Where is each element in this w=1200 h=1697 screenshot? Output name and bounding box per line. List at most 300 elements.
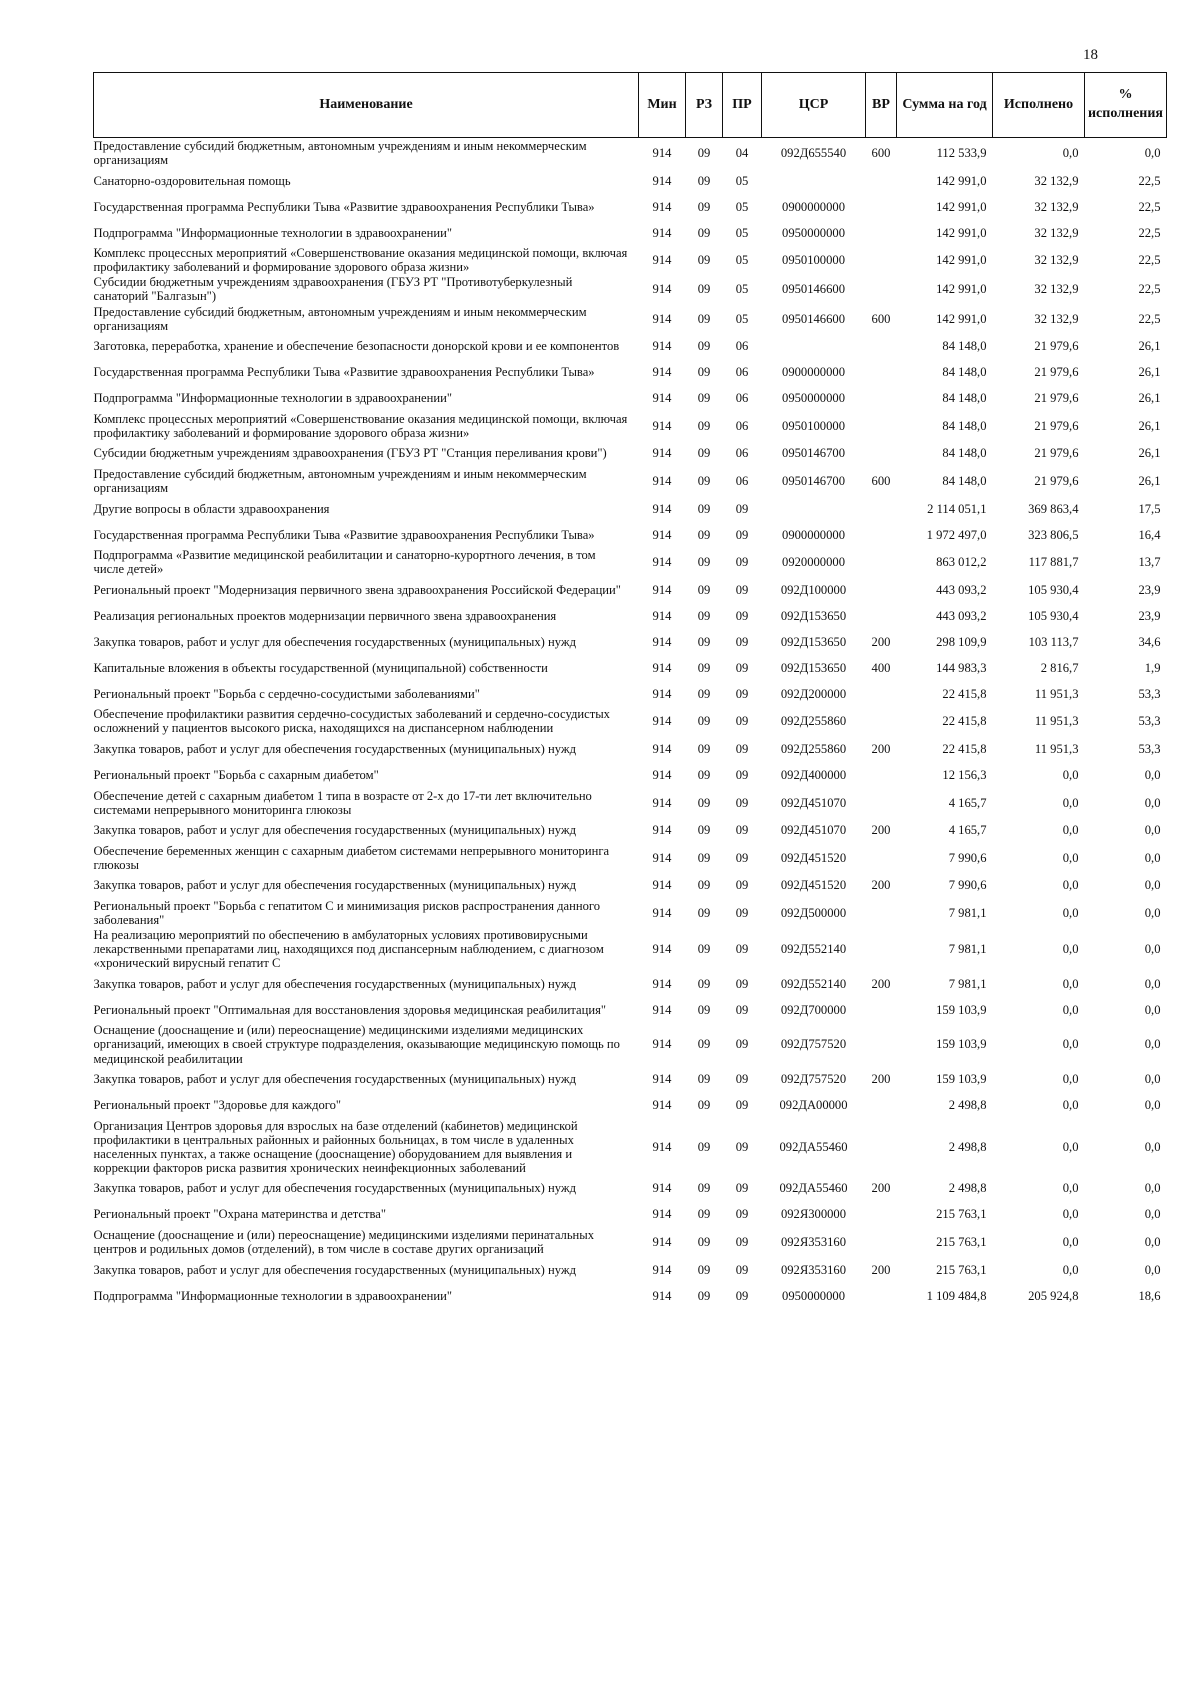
cell-pr: 09 xyxy=(735,1072,749,1087)
cell-done: 0,0 xyxy=(1062,1235,1079,1250)
cell-pr: 09 xyxy=(735,767,749,782)
cell-csr: 092Д552140 xyxy=(780,976,847,991)
cell-done: 2 816,7 xyxy=(1040,660,1079,675)
cell-name: Подпрограмма "Информационные технологии в здравоохранении" xyxy=(93,391,452,406)
cell-pr: 09 xyxy=(735,1037,749,1052)
cell-done: 0,0 xyxy=(1062,767,1079,782)
cell-rz: 09 xyxy=(697,225,711,240)
cell-pr: 09 xyxy=(735,660,749,675)
cell-pr: 09 xyxy=(735,878,749,893)
cell-min: 914 xyxy=(652,555,672,570)
cell-csr: 092Д757520 xyxy=(780,1037,847,1052)
cell-rz: 09 xyxy=(697,1098,711,1113)
cell-done: 0,0 xyxy=(1062,878,1079,893)
cell-rz: 09 xyxy=(697,501,711,516)
cell-vr xyxy=(866,602,897,628)
cell-csr: 0950100000 xyxy=(782,253,845,268)
table-row xyxy=(94,1118,1167,1175)
cell-name: Региональный проект "Борьба с гепатитом С и минимизация рисков распространения данного заболевания" xyxy=(93,898,601,927)
cell-name: Подпрограмма «Развитие медицинской реабилитации и санаторно-курортного лечения, в том числе детей» xyxy=(93,548,596,577)
cell-rz: 09 xyxy=(697,199,711,214)
cell-vr xyxy=(866,1201,897,1227)
cell-name: Субсидии бюджетным учреждениям здравоохранения (ГБУЗ РТ "Станция переливания крови") xyxy=(93,446,607,461)
cell-done: 205 924,8 xyxy=(1028,1288,1079,1303)
cell-pr: 09 xyxy=(735,942,749,957)
cell-pct: 0,0 xyxy=(1144,1002,1161,1017)
cell-vr xyxy=(866,167,897,193)
cell-rz: 09 xyxy=(697,1002,711,1017)
cell-sum: 159 103,9 xyxy=(936,1037,987,1052)
table-row xyxy=(94,245,1167,274)
cell-min: 914 xyxy=(652,365,672,380)
cell-name: На реализацию мероприятий по обеспечению в амбулаторных условиях противовирусными лекарственными препаратами лиц, находящихся под диспансерным наблюдением, с диагнозом «хронический вирусный гепатит С xyxy=(93,928,604,971)
cell-done: 21 979,6 xyxy=(1034,473,1079,488)
cell-min: 914 xyxy=(652,253,672,268)
cell-csr: 092Д451070 xyxy=(780,823,847,838)
cell-pr: 06 xyxy=(735,339,749,354)
cell-pct: 0,0 xyxy=(1144,976,1161,991)
cell-done: 11 951,3 xyxy=(1034,714,1079,729)
cell-min: 914 xyxy=(652,527,672,542)
cell-pct: 34,6 xyxy=(1138,634,1161,649)
cell-rz: 09 xyxy=(697,391,711,406)
table-row xyxy=(94,495,1167,521)
cell-vr: 200 xyxy=(871,634,891,649)
cell-rz: 09 xyxy=(697,942,711,957)
cell-sum: 298 109,9 xyxy=(936,634,987,649)
cell-min: 914 xyxy=(652,976,672,991)
cell-name: Региональный проект "Здоровье для каждого" xyxy=(93,1098,342,1113)
header-vr: ВР xyxy=(866,73,897,138)
cell-csr: 092Я300000 xyxy=(780,1207,847,1222)
cell-min: 914 xyxy=(652,795,672,810)
header-rz: РЗ xyxy=(686,73,723,138)
cell-name: Оснащение (дооснащение и (или) переоснащение) медицинскими изделиями перинатальных центров и родильных домов (отделений), в том числе в составе других организаций xyxy=(93,1228,595,1257)
cell-done: 21 979,6 xyxy=(1034,418,1079,433)
cell-vr: 200 xyxy=(871,741,891,756)
cell-min: 914 xyxy=(652,418,672,433)
cell-sum: 2 498,8 xyxy=(948,1139,987,1154)
cell-name: Закупка товаров, работ и услуг для обеспечения государственных (муниципальных) нужд xyxy=(93,1262,576,1277)
cell-done: 0,0 xyxy=(1062,976,1079,991)
cell-rz: 09 xyxy=(697,1037,711,1052)
cell-done: 105 930,4 xyxy=(1028,608,1079,623)
cell-pr: 09 xyxy=(735,1181,749,1196)
cell-sum: 84 148,0 xyxy=(942,339,987,354)
cell-vr xyxy=(866,495,897,521)
cell-sum: 2 498,8 xyxy=(948,1098,987,1113)
cell-pr: 04 xyxy=(735,146,749,161)
page-number: 18 xyxy=(1083,47,1098,63)
cell-name: Обеспечение профилактики развития сердечно-сосудистых заболеваний и сердечно-сосудистых осложнений у пациентов высокого риска, находящихся на диспансерном наблюдении xyxy=(93,707,610,736)
cell-sum: 7 981,1 xyxy=(948,976,987,991)
cell-vr: 600 xyxy=(871,311,891,326)
cell-done: 32 132,9 xyxy=(1034,225,1079,240)
cell-pr: 09 xyxy=(735,850,749,865)
cell-done: 0,0 xyxy=(1062,1262,1079,1277)
cell-pct: 0,0 xyxy=(1144,767,1161,782)
cell-pr: 09 xyxy=(735,714,749,729)
cell-pct: 0,0 xyxy=(1144,795,1161,810)
cell-pct: 53,3 xyxy=(1138,686,1161,701)
cell-name: Предоставление субсидий бюджетным, автономным учреждениям и иным некоммерческим организациям xyxy=(93,139,587,168)
cell-pct: 53,3 xyxy=(1138,714,1161,729)
cell-done: 0,0 xyxy=(1062,1139,1079,1154)
table-row xyxy=(94,547,1167,576)
cell-name: Закупка товаров, работ и услуг для обеспечения государственных (муниципальных) нужд xyxy=(93,1072,576,1087)
cell-csr: 0900000000 xyxy=(782,199,845,214)
cell-vr xyxy=(866,576,897,602)
table-row xyxy=(94,385,1167,411)
cell-pr: 09 xyxy=(735,686,749,701)
cell-vr xyxy=(866,193,897,219)
cell-vr xyxy=(866,996,897,1022)
cell-sum: 2 498,8 xyxy=(948,1181,987,1196)
table-row xyxy=(94,167,1167,193)
cell-name: Предоставление субсидий бюджетным, автономным учреждениям и иным некоммерческим организациям xyxy=(93,304,587,333)
cell-sum: 84 148,0 xyxy=(942,473,987,488)
table-row xyxy=(94,788,1167,817)
cell-rz: 09 xyxy=(697,473,711,488)
cell-done: 32 132,9 xyxy=(1034,282,1079,297)
cell-pct: 26,1 xyxy=(1138,418,1161,433)
cell-done: 0,0 xyxy=(1062,1002,1079,1017)
cell-sum: 84 148,0 xyxy=(942,446,987,461)
cell-sum: 7 990,6 xyxy=(948,850,987,865)
cell-pct: 22,5 xyxy=(1138,199,1161,214)
table-row xyxy=(94,1227,1167,1256)
cell-vr: 200 xyxy=(871,1181,891,1196)
cell-pr: 06 xyxy=(735,473,749,488)
table-row xyxy=(94,872,1167,898)
cell-vr: 200 xyxy=(871,878,891,893)
cell-min: 914 xyxy=(652,767,672,782)
cell-min: 914 xyxy=(652,1288,672,1303)
cell-rz: 09 xyxy=(697,741,711,756)
table-row xyxy=(94,333,1167,359)
cell-pct: 17,5 xyxy=(1138,501,1161,516)
cell-min: 914 xyxy=(652,282,672,297)
cell-min: 914 xyxy=(652,823,672,838)
cell-done: 0,0 xyxy=(1062,850,1079,865)
cell-csr: 092Д451520 xyxy=(780,850,847,865)
budget-table xyxy=(93,72,1167,1308)
cell-vr xyxy=(866,411,897,440)
table-row xyxy=(94,1022,1167,1065)
cell-pr: 09 xyxy=(735,1002,749,1017)
cell-pr: 09 xyxy=(735,741,749,756)
cell-name: Закупка товаров, работ и услуг для обеспечения государственных (муниципальных) нужд xyxy=(93,1181,576,1196)
cell-csr: 092Д400000 xyxy=(780,767,847,782)
cell-sum: 1 972 497,0 xyxy=(926,527,987,542)
cell-rz: 09 xyxy=(697,1207,711,1222)
cell-pr: 09 xyxy=(735,1262,749,1277)
cell-name: Государственная программа Республики Тыва «Развитие здравоохранения Республики Тыва» xyxy=(93,365,595,380)
header-csr: ЦСР xyxy=(762,73,866,138)
cell-sum: 4 165,7 xyxy=(948,795,987,810)
cell-pr: 09 xyxy=(735,976,749,991)
cell-min: 914 xyxy=(652,850,672,865)
cell-min: 914 xyxy=(652,1072,672,1087)
table-row xyxy=(94,927,1167,970)
cell-min: 914 xyxy=(652,199,672,214)
table-row xyxy=(94,602,1167,628)
cell-name: Санаторно-оздоровительная помощь xyxy=(93,173,291,188)
cell-pct: 22,5 xyxy=(1138,253,1161,268)
table-row xyxy=(94,736,1167,762)
cell-pct: 13,7 xyxy=(1138,555,1161,570)
cell-name: Другие вопросы в области здравоохранения xyxy=(93,501,330,516)
cell-csr: 092Д153650 xyxy=(780,660,847,675)
cell-pct: 0,0 xyxy=(1144,1262,1161,1277)
table-row xyxy=(94,1175,1167,1201)
cell-pct: 0,0 xyxy=(1144,823,1161,838)
cell-rz: 09 xyxy=(697,660,711,675)
cell-min: 914 xyxy=(652,501,672,516)
cell-sum: 159 103,9 xyxy=(936,1072,987,1087)
table-header xyxy=(94,73,1167,138)
cell-min: 914 xyxy=(652,1139,672,1154)
cell-rz: 09 xyxy=(697,714,711,729)
cell-vr xyxy=(866,1022,897,1065)
cell-min: 914 xyxy=(652,225,672,240)
cell-sum: 215 763,1 xyxy=(936,1207,987,1222)
cell-sum: 142 991,0 xyxy=(936,199,987,214)
cell-vr xyxy=(866,333,897,359)
table-row xyxy=(94,1201,1167,1227)
cell-min: 914 xyxy=(652,339,672,354)
cell-csr: 0950146600 xyxy=(782,282,845,297)
table-row xyxy=(94,843,1167,872)
cell-sum: 12 156,3 xyxy=(942,767,987,782)
cell-csr: 0950000000 xyxy=(782,225,845,240)
cell-vr xyxy=(866,547,897,576)
table-body xyxy=(94,138,1167,1309)
table-row xyxy=(94,1066,1167,1092)
cell-pct: 0,0 xyxy=(1144,1037,1161,1052)
cell-pct: 0,0 xyxy=(1144,878,1161,893)
cell-rz: 09 xyxy=(697,418,711,433)
cell-min: 914 xyxy=(652,473,672,488)
table-row xyxy=(94,521,1167,547)
cell-pr: 06 xyxy=(735,391,749,406)
cell-rz: 09 xyxy=(697,282,711,297)
cell-pr: 06 xyxy=(735,365,749,380)
cell-min: 914 xyxy=(652,741,672,756)
cell-csr: 0950146600 xyxy=(782,311,845,326)
cell-name: Региональный проект "Модернизация первичного звена здравоохранения Российской Федерации" xyxy=(93,582,621,597)
cell-rz: 09 xyxy=(697,446,711,461)
cell-done: 32 132,9 xyxy=(1034,311,1079,326)
table-row xyxy=(94,970,1167,996)
cell-rz: 09 xyxy=(697,173,711,188)
cell-vr: 600 xyxy=(871,473,891,488)
cell-done: 0,0 xyxy=(1062,795,1079,810)
cell-csr xyxy=(762,333,866,359)
cell-vr xyxy=(866,680,897,706)
table-row xyxy=(94,706,1167,735)
table-row xyxy=(94,411,1167,440)
cell-csr: 092Я353160 xyxy=(780,1262,847,1277)
cell-sum: 22 415,8 xyxy=(942,741,987,756)
cell-name: Региональный проект "Охрана материнства и детства" xyxy=(93,1207,387,1222)
cell-csr xyxy=(762,495,866,521)
table-row xyxy=(94,1092,1167,1118)
cell-done: 103 113,7 xyxy=(1028,634,1079,649)
cell-csr: 092Д200000 xyxy=(780,686,847,701)
cell-rz: 09 xyxy=(697,1072,711,1087)
cell-vr xyxy=(866,927,897,970)
cell-rz: 09 xyxy=(697,850,711,865)
cell-done: 0,0 xyxy=(1062,146,1079,161)
cell-pct: 0,0 xyxy=(1144,1072,1161,1087)
cell-pct: 23,9 xyxy=(1138,608,1161,623)
cell-pr: 09 xyxy=(735,1235,749,1250)
cell-name: Закупка товаров, работ и услуг для обеспечения государственных (муниципальных) нужд xyxy=(93,976,576,991)
table-row xyxy=(94,1282,1167,1308)
cell-name: Комплекс процессных мероприятий «Совершенствование оказания медицинской помощи, включая профилактику заболеваний и формирование здорового образа жизни» xyxy=(93,246,628,275)
header-sum: Сумма на год xyxy=(897,73,993,138)
cell-vr xyxy=(866,762,897,788)
cell-rz: 09 xyxy=(697,878,711,893)
cell-csr: 092Д500000 xyxy=(780,905,847,920)
cell-pr: 09 xyxy=(735,634,749,649)
cell-rz: 09 xyxy=(697,582,711,597)
cell-rz: 09 xyxy=(697,253,711,268)
header-done: Исполнено xyxy=(993,73,1085,138)
cell-vr xyxy=(866,788,897,817)
cell-sum: 443 093,2 xyxy=(936,582,987,597)
cell-csr: 092Д100000 xyxy=(780,582,847,597)
table-row xyxy=(94,1256,1167,1282)
cell-csr: 0950100000 xyxy=(782,418,845,433)
cell-done: 105 930,4 xyxy=(1028,582,1079,597)
cell-min: 914 xyxy=(652,905,672,920)
cell-vr: 200 xyxy=(871,1072,891,1087)
cell-sum: 142 991,0 xyxy=(936,282,987,297)
cell-csr: 092Д700000 xyxy=(780,1002,847,1017)
cell-vr xyxy=(866,274,897,303)
cell-vr xyxy=(866,359,897,385)
cell-pct: 1,9 xyxy=(1144,660,1161,675)
cell-pr: 05 xyxy=(735,282,749,297)
cell-name: Оснащение (дооснащение и (или) переоснащение) медицинскими изделиями медицинских организаций, имеющих в своей структуре подразделения, оказывающие медицинскую помощь по медицинской реабилитации xyxy=(93,1023,620,1066)
cell-done: 117 881,7 xyxy=(1028,555,1079,570)
cell-pct: 0,0 xyxy=(1144,1181,1161,1196)
cell-csr: 092Я353160 xyxy=(780,1235,847,1250)
cell-csr: 0950146700 xyxy=(782,446,845,461)
cell-vr xyxy=(866,706,897,735)
cell-sum: 2 114 051,1 xyxy=(927,501,987,516)
cell-sum: 84 148,0 xyxy=(942,418,987,433)
cell-sum: 863 012,2 xyxy=(936,555,987,570)
cell-name: Государственная программа Республики Тыва «Развитие здравоохранения Республики Тыва» xyxy=(93,199,595,214)
table-row xyxy=(94,654,1167,680)
cell-pr: 05 xyxy=(735,253,749,268)
cell-vr xyxy=(866,1227,897,1256)
cell-pct: 53,3 xyxy=(1138,741,1161,756)
table-row xyxy=(94,898,1167,927)
cell-csr: 092Д451520 xyxy=(780,878,847,893)
cell-pr: 09 xyxy=(735,501,749,516)
table-row xyxy=(94,219,1167,245)
table-row xyxy=(94,274,1167,303)
table-row xyxy=(94,628,1167,654)
cell-min: 914 xyxy=(652,446,672,461)
cell-sum: 22 415,8 xyxy=(942,714,987,729)
cell-min: 914 xyxy=(652,608,672,623)
cell-rz: 09 xyxy=(697,311,711,326)
cell-vr xyxy=(866,843,897,872)
cell-rz: 09 xyxy=(697,795,711,810)
cell-pct: 0,0 xyxy=(1144,1207,1161,1222)
cell-sum: 142 991,0 xyxy=(936,225,987,240)
cell-name: Комплекс процессных мероприятий «Совершенствование оказания медицинской помощи, включая профилактику заболеваний и формирование здорового образа жизни» xyxy=(93,411,628,440)
cell-sum: 142 991,0 xyxy=(936,173,987,188)
cell-pr: 09 xyxy=(735,823,749,838)
cell-sum: 84 148,0 xyxy=(942,365,987,380)
cell-pct: 26,1 xyxy=(1138,391,1161,406)
cell-vr xyxy=(866,1092,897,1118)
cell-vr: 200 xyxy=(871,823,891,838)
cell-sum: 142 991,0 xyxy=(936,253,987,268)
cell-done: 21 979,6 xyxy=(1034,391,1079,406)
table-row xyxy=(94,762,1167,788)
cell-pct: 22,5 xyxy=(1138,282,1161,297)
cell-pr: 09 xyxy=(735,1098,749,1113)
cell-min: 914 xyxy=(652,1098,672,1113)
cell-csr: 092Д255860 xyxy=(780,741,847,756)
cell-name: Закупка товаров, работ и услуг для обеспечения государственных (муниципальных) нужд xyxy=(93,823,576,838)
cell-min: 914 xyxy=(652,582,672,597)
cell-pr: 05 xyxy=(735,311,749,326)
cell-vr xyxy=(866,1282,897,1308)
table-row xyxy=(94,193,1167,219)
cell-pct: 26,1 xyxy=(1138,446,1161,461)
cell-name: Заготовка, переработка, хранение и обеспечение безопасности донорской крови и ее компонентов xyxy=(93,339,620,354)
cell-min: 914 xyxy=(652,1037,672,1052)
cell-name: Закупка товаров, работ и услуг для обеспечения государственных (муниципальных) нужд xyxy=(93,634,576,649)
cell-pct: 16,4 xyxy=(1138,527,1161,542)
cell-vr xyxy=(866,219,897,245)
cell-csr xyxy=(762,167,866,193)
cell-name: Региональный проект "Оптимальная для восстановления здоровья медицинская реабилитация" xyxy=(93,1002,607,1017)
cell-pct: 0,0 xyxy=(1144,905,1161,920)
cell-pct: 26,1 xyxy=(1138,339,1161,354)
cell-sum: 144 983,3 xyxy=(936,660,987,675)
cell-csr: 0950000000 xyxy=(782,391,845,406)
cell-vr: 200 xyxy=(871,976,891,991)
cell-vr xyxy=(866,385,897,411)
cell-pct: 0,0 xyxy=(1144,1139,1161,1154)
cell-csr: 092Д757520 xyxy=(780,1072,847,1087)
cell-csr: 092ДА55460 xyxy=(779,1139,848,1154)
cell-csr: 0900000000 xyxy=(782,365,845,380)
cell-csr: 092ДА00000 xyxy=(779,1098,848,1113)
cell-pct: 0,0 xyxy=(1144,850,1161,865)
cell-rz: 09 xyxy=(697,767,711,782)
cell-csr: 0900000000 xyxy=(782,527,845,542)
cell-pct: 26,1 xyxy=(1138,473,1161,488)
table-row xyxy=(94,576,1167,602)
cell-rz: 09 xyxy=(697,905,711,920)
cell-name: Региональный проект "Борьба с сахарным диабетом" xyxy=(93,767,379,782)
cell-vr: 600 xyxy=(871,146,891,161)
table-row xyxy=(94,996,1167,1022)
cell-sum: 7 981,1 xyxy=(948,942,987,957)
cell-rz: 09 xyxy=(697,555,711,570)
cell-done: 0,0 xyxy=(1062,1207,1079,1222)
